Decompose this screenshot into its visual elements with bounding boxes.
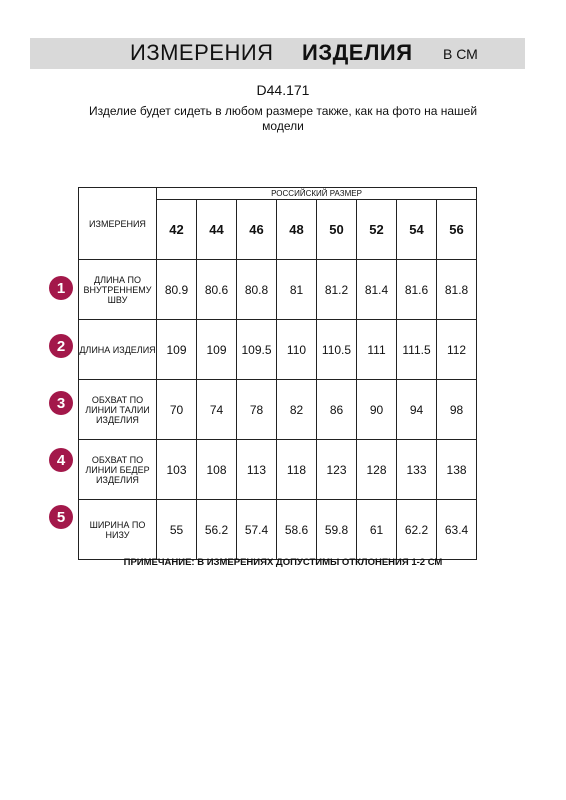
table-cell: 56.2 [197,500,237,560]
size-header-cell: 42 [157,200,197,260]
row-label: ОБХВАТ ПО ЛИНИИ ТАЛИИ ИЗДЕЛИЯ [79,380,157,440]
fit-note: Изделие будет сидеть в любом размере также, как на фото на нашей модели [88,104,478,133]
measurements-header: ИЗМЕРЕНИЯ [79,188,157,260]
table-cell: 112 [437,320,477,380]
table-row [79,260,477,320]
table-row [79,320,477,380]
table-cell: 90 [357,380,397,440]
table-cell: 81.8 [437,260,477,320]
header-unit: В СМ [443,46,478,62]
table-cell: 57.4 [237,500,277,560]
row-number-badge: 1 [49,276,73,300]
table-cell: 133 [397,440,437,500]
row-number-badge: 2 [49,334,73,358]
table-cell: 58.6 [277,500,317,560]
header-title: ИЗМЕРЕНИЯ [130,40,274,65]
table-cell: 108 [197,440,237,500]
table-cell: 81.4 [357,260,397,320]
table-cell: 82 [277,380,317,440]
table-cell: 109 [197,320,237,380]
tolerance-note: ПРИМЕЧАНИЕ: В ИЗМЕРЕНИЯХ ДОПУСТИМЫ ОТКЛОНЕНИЯ 1-2 СМ [123,557,443,568]
table-cell: 113 [237,440,277,500]
size-system-header: РОССИЙСКИЙ РАЗМЕР [157,188,477,200]
table-cell: 128 [357,440,397,500]
table-cell: 86 [317,380,357,440]
table-cell: 110 [277,320,317,380]
table-cell: 111 [357,320,397,380]
table-cell: 62.2 [397,500,437,560]
table-cell: 111.5 [397,320,437,380]
size-header-cell: 48 [277,200,317,260]
size-header-cell: 46 [237,200,277,260]
row-label: ОБХВАТ ПО ЛИНИИ БЕДЕР ИЗДЕЛИЯ [79,440,157,500]
table-cell: 81.6 [397,260,437,320]
row-label: ШИРИНА ПО НИЗУ [79,500,157,560]
header-title-bold: ИЗДЕЛИЯ [302,40,413,65]
row-number-badge: 4 [49,448,73,472]
table-cell: 110.5 [317,320,357,380]
table-cell: 94 [397,380,437,440]
size-header-cell: 52 [357,200,397,260]
size-header-cell: 54 [397,200,437,260]
row-number-badge: 5 [49,505,73,529]
measurement-table [78,187,477,560]
table-cell: 109.5 [237,320,277,380]
table-cell: 118 [277,440,317,500]
table-cell: 109 [157,320,197,380]
table-cell: 78 [237,380,277,440]
table-row [79,440,477,500]
table-cell: 63.4 [437,500,477,560]
article-number: D44.171 [256,82,310,98]
size-header-cell: 56 [437,200,477,260]
table-cell: 55 [157,500,197,560]
row-label: ДЛИНА ПО ВНУТРЕННЕМУ ШВУ [79,260,157,320]
table-cell: 74 [197,380,237,440]
header-band [30,38,525,69]
row-number-badge: 3 [49,391,73,415]
table-cell: 80.8 [237,260,277,320]
table-cell: 81.2 [317,260,357,320]
table-cell: 61 [357,500,397,560]
table-row [79,380,477,440]
table-cell: 81 [277,260,317,320]
table-row [79,500,477,560]
row-label: ДЛИНА ИЗДЕЛИЯ [79,320,157,380]
table-cell: 103 [157,440,197,500]
table-cell: 80.9 [157,260,197,320]
table-cell: 59.8 [317,500,357,560]
table-cell: 138 [437,440,477,500]
size-header-cell: 50 [317,200,357,260]
table-cell: 123 [317,440,357,500]
size-header-cell: 44 [197,200,237,260]
table-cell: 80.6 [197,260,237,320]
table-cell: 98 [437,380,477,440]
table-cell: 70 [157,380,197,440]
